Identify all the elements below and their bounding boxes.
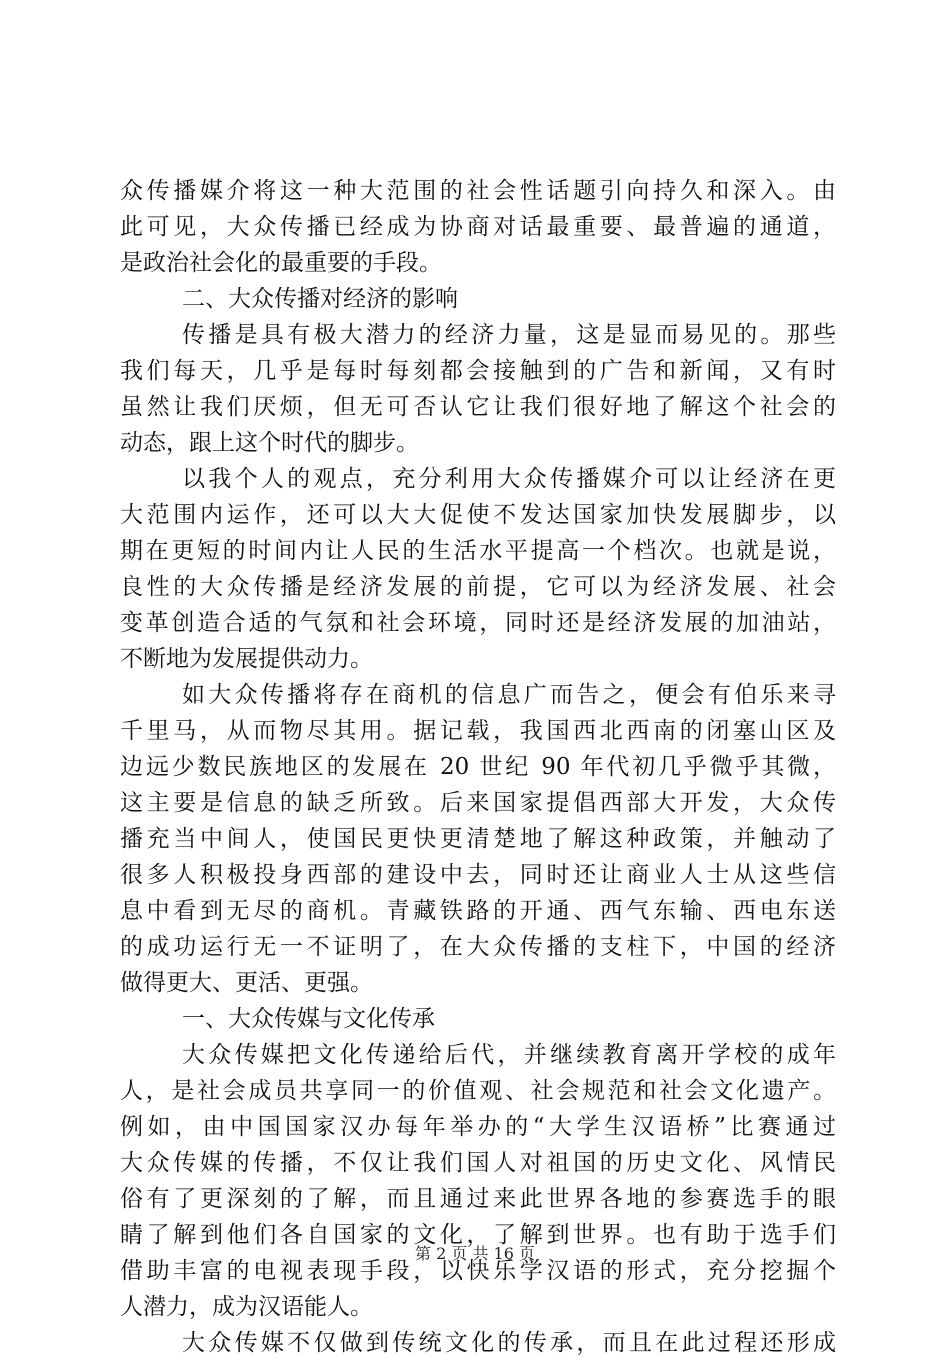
text-line: 睛了解到他们各自国家的文化，了解到世界。也有助于选手们 — [120, 1222, 836, 1248]
text-line: 虽然让我们厌烦，但无可否认它让我们很好地了解这个社会的 — [120, 394, 836, 420]
text-line: 做得更大、更活、更强。 — [120, 970, 373, 996]
text-line: 众传播媒介将这一种大范围的社会性话题引向持久和深入。由 — [120, 178, 836, 204]
text-line: 千里马，从而物尽其用。据记载，我国西北西南的闭塞山区及 — [120, 718, 836, 744]
text-line: 的成功运行无一不证明了，在大众传播的支柱下，中国的经济 — [120, 934, 836, 960]
text-line: 大众传媒把文化传递给后代，并继续教育离开学校的成年 — [182, 1042, 836, 1068]
text-line: 变革创造合适的气氛和社会环境，同时还是经济发展的加油站， — [120, 610, 836, 636]
text-line: 大众传媒不仅做到传统文化的传承，而且在此过程还形成 — [182, 1330, 836, 1356]
text-line: 我们每天，几乎是每时每刻都会接触到的广告和新闻，又有时 — [120, 358, 836, 384]
text-line: 一、大众传媒与文化传承 — [182, 1006, 435, 1032]
text-line: 息中看到无尽的商机。青藏铁路的开通、西气东输、西电东送 — [120, 898, 836, 924]
text-line: 边远少数民族地区的发展在 20 世纪 90 年代初几乎微乎其微， — [120, 754, 836, 780]
text-line: 大众传媒的传播，不仅让我们国人对祖国的历史文化、风情民 — [120, 1150, 836, 1176]
text-line: 传播是具有极大潜力的经济力量，这是显而易见的。那些 — [182, 322, 836, 348]
text-line: 良性的大众传播是经济发展的前提，它可以为经济发展、社会 — [120, 574, 836, 600]
text-line: 很多人积极投身西部的建设中去，同时还让商业人士从这些信 — [120, 862, 836, 888]
page-footer: 第 2 页 共 16 页 — [415, 1244, 535, 1263]
text-line: 例如，由中国国家汉办每年举办的“大学生汉语桥”比赛通过 — [120, 1114, 836, 1140]
text-line: 是政治社会化的最重要的手段。 — [120, 250, 442, 276]
text-line: 人，是社会成员共享同一的价值观、社会规范和社会文化遗产。 — [120, 1078, 836, 1104]
text-line: 借助丰富的电视表现手段，以快乐学汉语的形式，充分挖掘个 — [120, 1258, 836, 1284]
text-line: 这主要是信息的缺乏所致。后来国家提倡西部大开发，大众传 — [120, 790, 836, 816]
text-line: 俗有了更深刻的了解，而且通过来此世界各地的参赛选手的眼 — [120, 1186, 836, 1212]
text-line: 人潜力，成为汉语能人。 — [120, 1294, 373, 1320]
text-line: 动态，跟上这个时代的脚步。 — [120, 430, 419, 456]
text-line: 不断地为发展提供动力。 — [120, 646, 373, 672]
text-line: 以我个人的观点，充分利用大众传播媒介可以让经济在更 — [182, 466, 836, 492]
text-line: 播充当中间人，使国民更快更清楚地了解这种政策，并触动了 — [120, 826, 836, 852]
document-body — [120, 173, 836, 1361]
text-line: 期在更短的时间内让人民的生活水平提高一个档次。也就是说， — [120, 538, 836, 564]
text-line: 此可见，大众传播已经成为协商对话最重要、最普遍的通道， — [120, 214, 836, 240]
text-line: 大范围内运作，还可以大大促使不发达国家加快发展脚步，以 — [120, 502, 836, 528]
text-line: 如大众传播将存在商机的信息广而告之，便会有伯乐来寻 — [182, 682, 836, 708]
text-line: 二、大众传播对经济的影响 — [182, 286, 458, 312]
